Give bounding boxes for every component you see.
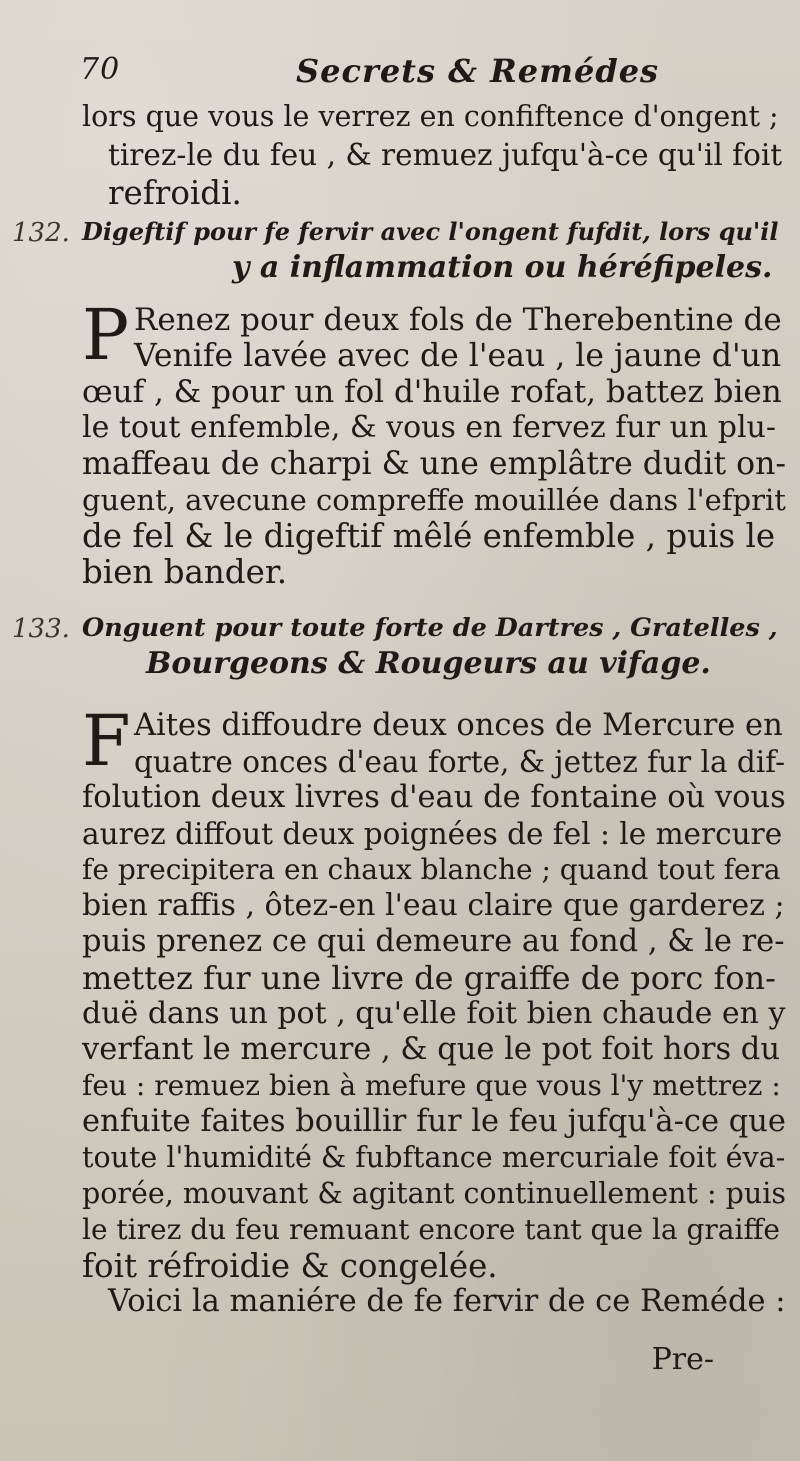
catchword: Pre- — [651, 1342, 714, 1377]
text-line: de fel & le digeftif mêlé enfemble , puis le — [82, 517, 776, 555]
text-line: œuf , & pour un fol d'huile rofat, battez bien — [82, 374, 782, 410]
text-line: folution deux livres d'eau de fontaine où vous — [82, 780, 786, 815]
text-line: guent, avecune compreffe mouillée dans l'efprit — [82, 483, 786, 517]
recipe-body-132 — [82, 294, 787, 591]
text-line: Venife lavée avec de l'eau , le jaune d'un — [134, 338, 782, 374]
text-line: tirez-le du feu , & remuez jufqu'à-ce qu'il foit — [108, 138, 783, 172]
title-line: y a inflammation ou héréfipeles. — [232, 250, 773, 285]
text-line: foit réfroidie & congelée. — [82, 1247, 498, 1285]
text-line: toute l'humidité & fubftance mercuriale foit éva- — [82, 1141, 786, 1174]
dropcap-133: F — [82, 700, 131, 782]
recipe-number-133: 133. — [12, 614, 70, 644]
recipe-body-133 — [82, 700, 786, 1320]
text-line: Voici la maniére de fe fervir de ce Reméde : — [108, 1284, 786, 1319]
text-line: Aites diffoudre deux onces de Mercure en — [134, 708, 783, 743]
text-line: feu : remuez bien à mefure que vous l'y mettrez : — [82, 1069, 781, 1102]
text-line: enfuite faites bouillir fur le feu jufqu'à-ce que — [82, 1104, 786, 1139]
title-line: Digeftif pour fe fervir avec l'ongent fufdit, lors qu'il — [82, 217, 779, 246]
text-line: puis prenez ce qui demeure au fond , & le re- — [82, 924, 785, 959]
dropcap-132: P — [82, 294, 130, 376]
page-number: 70 — [80, 52, 121, 87]
text-line: quatre onces d'eau forte, & jettez fur la dif- — [134, 745, 786, 779]
text-line: bien bander. — [82, 553, 288, 591]
text-line: le tirez du feu remuant encore tant que la graiffe — [82, 1213, 780, 1246]
continued-text — [82, 98, 782, 212]
running-head: Secrets & Remédes — [296, 52, 660, 90]
recipe-title-133 — [82, 610, 782, 682]
recipe-number-132: 132. — [12, 218, 70, 248]
recipe-title-132 — [82, 214, 782, 286]
page-header — [80, 52, 740, 96]
text-line: duë dans un pot , qu'elle foit bien chaude en y — [82, 996, 786, 1031]
text-line: porée, mouvant & agitant continuellement : puis — [82, 1177, 786, 1210]
text-line: refroidi. — [108, 174, 242, 212]
text-line: verfant le mercure , & que le pot foit hors du — [82, 1032, 780, 1067]
text-line: fe precipitera en chaux blanche ; quand tout fera — [82, 853, 781, 886]
text-line: lors que vous le verrez en confiftence d'ongent ; — [82, 100, 779, 133]
text-line: bien raffis , ôtez-en l'eau claire que garderez ; — [82, 888, 785, 923]
text-line: aurez diffout deux poignées de fel : le mercure — [82, 817, 783, 851]
title-line: Onguent pour toute forte de Dartres , Gratelles , — [82, 613, 778, 643]
text-line: maffeau de charpi & une emplâtre dudit on- — [82, 446, 787, 482]
text-line: le tout enfemble, & vous en fervez fur un plu- — [82, 410, 777, 445]
text-line: Renez pour deux fols de Therebentine de — [134, 302, 782, 338]
title-line: Bourgeons & Rougeurs au vifage. — [146, 646, 711, 681]
text-line: mettez fur une livre de graiffe de porc fon- — [82, 959, 776, 997]
